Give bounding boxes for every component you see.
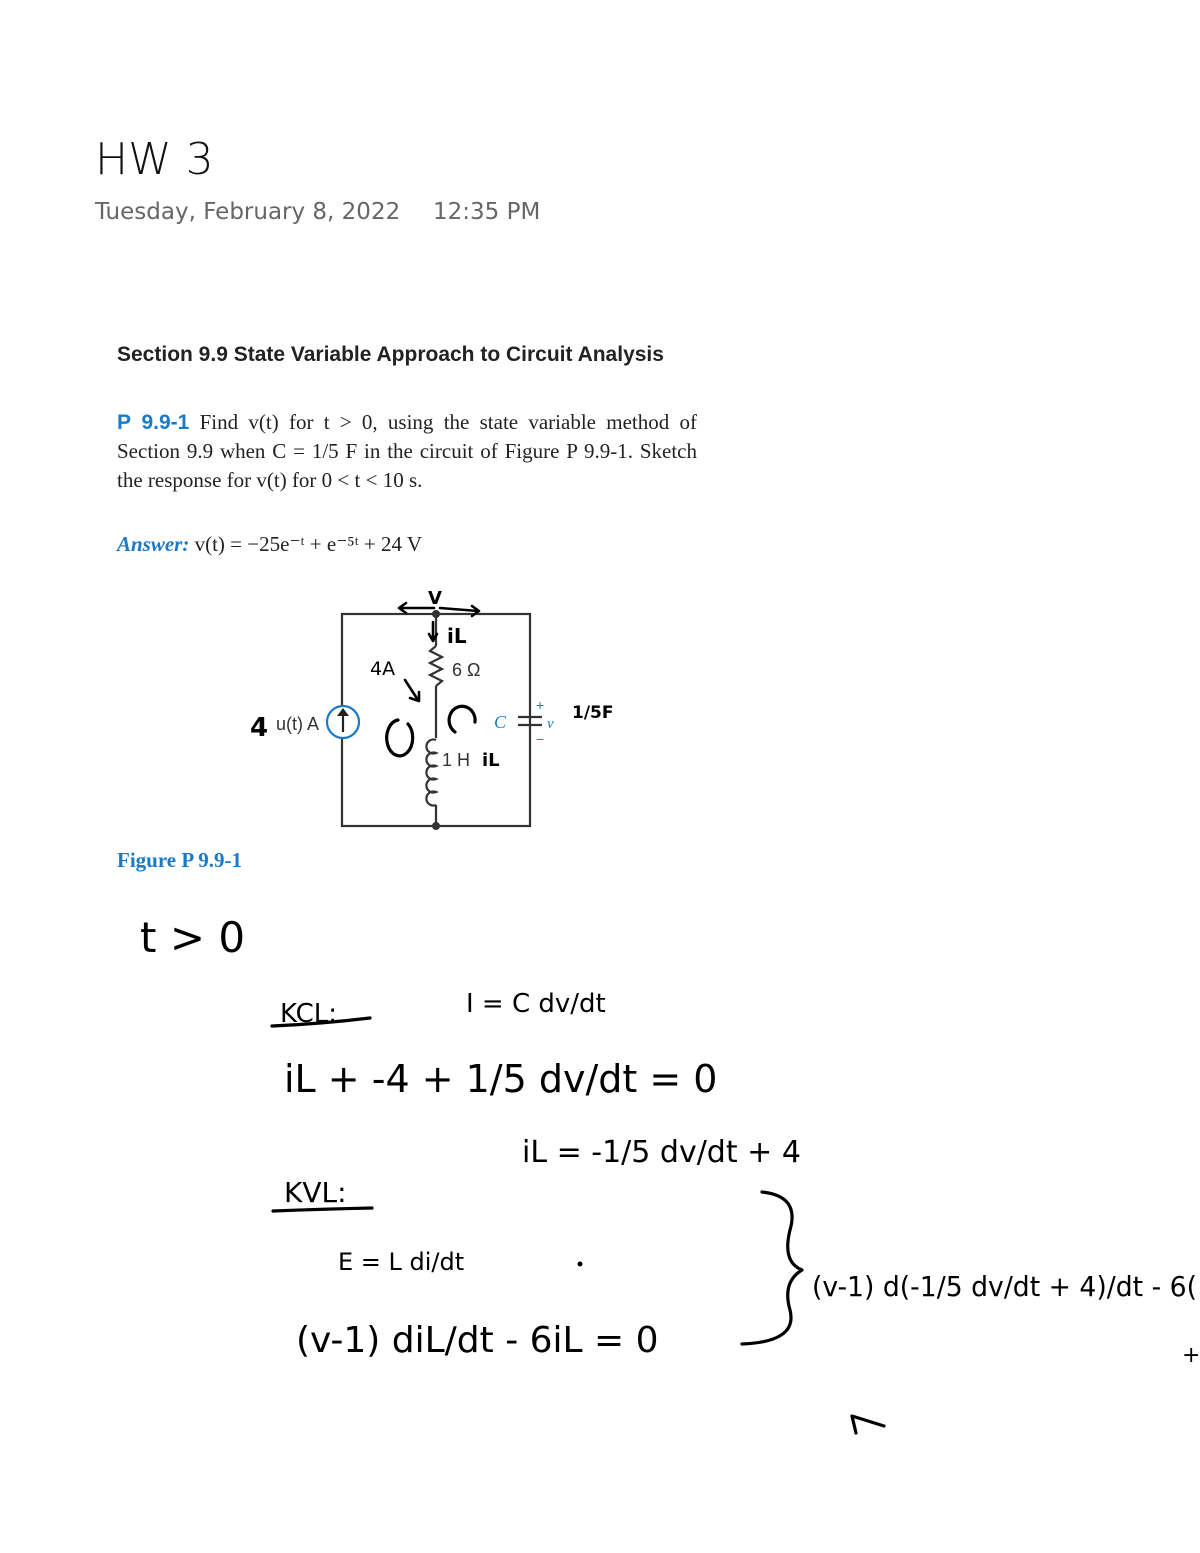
cap-voltage-label: v	[547, 716, 554, 732]
page-date: Tuesday, February 8, 2022	[95, 199, 401, 225]
hw-current-4a: 4A	[370, 658, 396, 680]
hw-kvl-note: E = L di/dt	[338, 1248, 465, 1276]
hw-il-right: iL	[482, 750, 500, 771]
figure-caption: Figure P 9.9-1	[117, 848, 243, 872]
hw-dot	[578, 1262, 583, 1267]
page-time: 12:35 PM	[433, 199, 541, 225]
hw-kvl-equation: (v-1) diL/dt - 6iL = 0	[296, 1320, 659, 1361]
inductor-label: 1 H	[442, 750, 471, 770]
resistor-label: 6 Ω	[452, 660, 481, 680]
hw-brace	[742, 1192, 802, 1344]
page-title: HW 3	[95, 134, 214, 185]
hw-cap-value: 1/5F	[572, 703, 614, 723]
cap-plus-label: +	[536, 697, 545, 713]
section-title: Section 9.9 State Variable Approach to Circuit Analysis	[117, 343, 664, 366]
answer-text: v(t) = −25e⁻ᵗ + e⁻⁵ᵗ + 24 V	[194, 532, 423, 556]
hw-corner-mark	[852, 1416, 884, 1433]
hw-kcl-note: I = C dv/dt	[466, 989, 606, 1019]
hw-source-value: 4	[250, 713, 269, 743]
hw-node-label: V	[428, 588, 442, 609]
hw-current-label: iL	[447, 624, 467, 648]
capacitor-label: C	[494, 712, 507, 732]
problem-text: Find v(t) for t > 0, using the state variable method of Section 9.9 when C = 1/5 F in the circuit of Figure P 9.9-1. Sketch the response for v(t) for 0 < t < 10 s.	[117, 410, 697, 492]
problem-number: P 9.9-1	[117, 411, 190, 434]
source-label: u(t) A	[276, 714, 320, 734]
hw-edge-mark: +	[1182, 1343, 1200, 1368]
hw-condition: t > 0	[140, 913, 246, 962]
hw-kvl-label: KVL:	[284, 1176, 347, 1209]
hw-kcl-equation: iL + -4 + 1/5 dv/dt = 0	[284, 1057, 718, 1101]
answer-label: Answer:	[117, 532, 190, 556]
hw-substitution: (v-1) d(-1/5 dv/dt + 4)/dt - 6(	[812, 1270, 1197, 1303]
hw-il-solution: iL = -1/5 dv/dt + 4	[522, 1135, 801, 1170]
hw-kcl-label: KCL:	[280, 999, 338, 1029]
cap-minus-label: −	[536, 731, 545, 747]
